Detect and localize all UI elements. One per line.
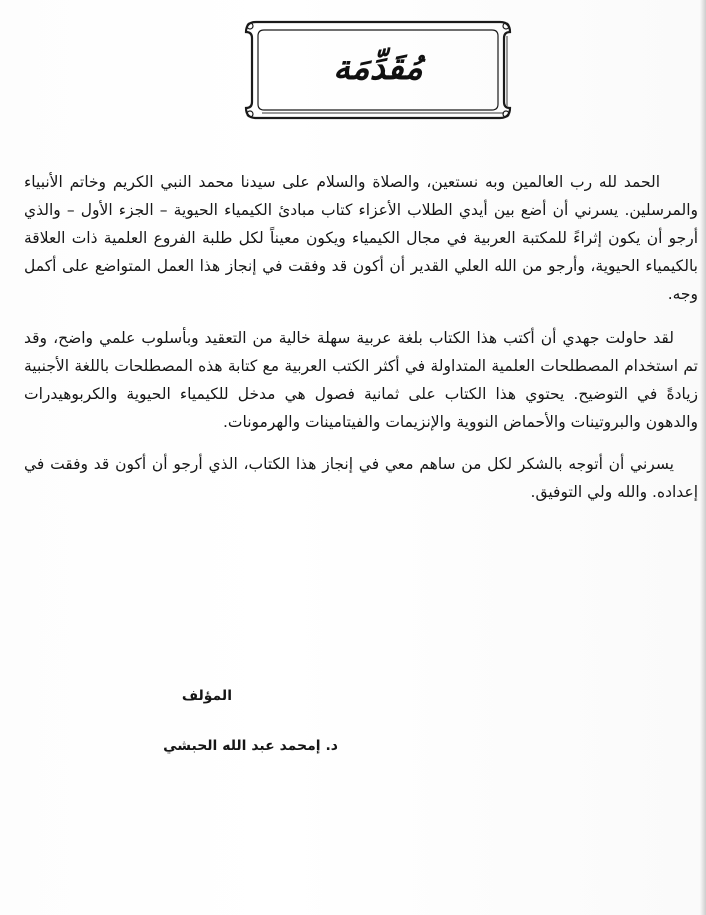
author-name: د. إمحمد عبد الله الحبشي (163, 738, 338, 754)
paragraph-1: الحمد لله رب العالمين وبه نستعين، والصلاة والسلام على سيدنا محمد النبي الكريم وخاتم الأنبياء والمرسلين. يسرني أن أضع بين أيدي الطلاب الأعزاء كتاب مبادئ الكيمياء الحيوية – الجزء الأول – والذي أرجو أن يكون إثراءً للمكتبة العربية في مجال الكيمياء ويكون معيناً لكل طلبة الفروع العلمية ذات العلاقة بالكيمياء الحيوية، وأرجو من الله العلي القدير أن أكون قد وفقت في إنجاز هذا العمل المتواضع على أكمل وجه. (24, 173, 698, 303)
page-title: مُقَدِّمَة (333, 48, 423, 88)
page-edge-shadow (700, 0, 706, 915)
paragraph-3: يسرني أن أتوجه بالشكر لكل من ساهم معي في إنجاز هذا الكتاب، الذي أرجو أن أكون قد وفقت في إعداده. والله ولي التوفيق. (24, 455, 698, 501)
preface-body (24, 168, 698, 506)
author-label: المؤلف (181, 688, 232, 704)
title-frame (242, 18, 514, 122)
paragraph-2: لقد حاولت جهدي أن أكتب هذا الكتاب بلغة عربية سهلة خالية من التعقيد وبأسلوب علمي واضح، وقد تم استخدام المصطلحات العلمية المتداولة في أكثر الكتب العربية مع كتابة هذه المصطلحات باللغة الأجنبية زيادةً في التوضيح. يحتوي هذا الكتاب على ثمانية فصول هي مدخل للكيمياء الحيوية والكربوهيدرات والدهون والبروتينات والأحماض النووية والإنزيمات والفيتامينات والهرمونات. (24, 329, 698, 431)
